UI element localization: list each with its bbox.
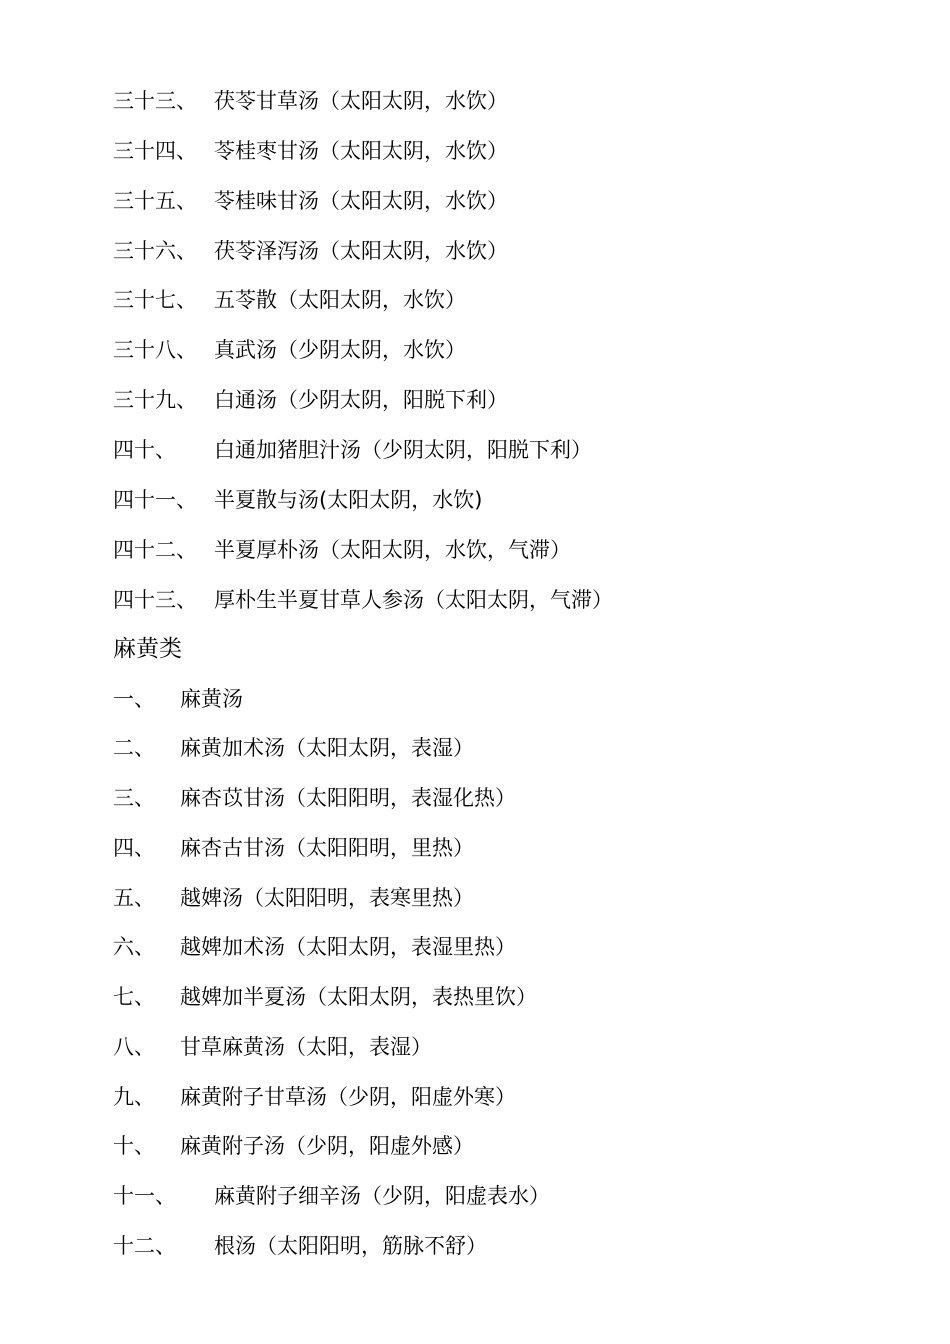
item-number: 三、 xyxy=(113,786,155,810)
item-text: 麻黄附子甘草汤（少阴，阳虚外寒） xyxy=(180,1085,516,1109)
item-text: 麻杏古甘汤（太阳阳明，里热） xyxy=(180,836,474,860)
item-text: 越婢加半夏汤（太阳太阴，表热里饮） xyxy=(180,985,537,1009)
item-number: 九、 xyxy=(113,1085,155,1109)
item-text: 厚朴生半夏甘草人参汤（太阳太阴，气滞） xyxy=(214,588,613,612)
item-text: 麻黄加术汤（太阳太阴，表湿） xyxy=(180,736,474,760)
item-text: 麻杏苡甘汤（太阳阳明，表湿化热） xyxy=(180,786,516,810)
item-number: 八、 xyxy=(113,1035,155,1059)
item-text: 茯苓泽泻汤（太阳太阴，水饮） xyxy=(214,239,508,263)
item-number: 三十六、 xyxy=(113,239,197,263)
item-text: 越婢汤（太阳阳明，表寒里热） xyxy=(180,886,474,910)
item-number: 四、 xyxy=(113,836,155,860)
item-number: 二、 xyxy=(113,736,155,760)
item-text: 五苓散（太阳太阴，水饮） xyxy=(214,288,466,312)
item-number: 三十五、 xyxy=(113,189,197,213)
section-heading: 麻黄类 xyxy=(113,636,182,662)
item-number: 三十三、 xyxy=(113,89,197,113)
item-number: 四十、 xyxy=(113,438,176,462)
item-text: 麻黄附子细辛汤（少阴，阳虚表水） xyxy=(214,1184,550,1208)
item-text: 根汤（太阳阳明，筋脉不舒） xyxy=(214,1234,487,1258)
item-text: 白通加猪胆汁汤（少阴太阴，阳脱下利） xyxy=(214,438,592,462)
item-number: 十、 xyxy=(113,1134,155,1158)
item-number: 五、 xyxy=(113,886,155,910)
item-text: 白通汤（少阴太阴，阳脱下利） xyxy=(214,388,508,412)
item-text: 麻黄附子汤（少阴，阳虚外感） xyxy=(180,1134,474,1158)
item-number: 三十八、 xyxy=(113,338,197,362)
item-number: 七、 xyxy=(113,985,155,1009)
item-number: 三十九、 xyxy=(113,388,197,412)
item-text: 苓桂枣甘汤（太阳太阴，水饮） xyxy=(214,139,508,163)
item-text: 半夏厚朴汤（太阳太阴，水饮，气滞） xyxy=(214,538,571,562)
item-text: 甘草麻黄汤（太阳，表湿） xyxy=(180,1035,432,1059)
item-number: 四十三、 xyxy=(113,588,197,612)
item-number: 一、 xyxy=(113,687,155,711)
item-number: 十一、 xyxy=(113,1184,176,1208)
item-number: 六、 xyxy=(113,935,155,959)
item-text: 半夏散与汤(太阳太阴，水饮) xyxy=(214,488,483,512)
item-number: 三十四、 xyxy=(113,139,197,163)
item-text: 真武汤（少阴太阴，水饮） xyxy=(214,338,466,362)
item-number: 四十二、 xyxy=(113,538,197,562)
item-number: 十二、 xyxy=(113,1234,176,1258)
item-text: 苓桂味甘汤（太阳太阴，水饮） xyxy=(214,189,508,213)
item-number: 四十一、 xyxy=(113,488,197,512)
item-text: 麻黄汤 xyxy=(180,687,243,711)
item-text: 茯苓甘草汤（太阳太阴，水饮） xyxy=(214,89,508,113)
item-text: 越婢加术汤（太阳太阴，表湿里热） xyxy=(180,935,516,959)
item-number: 三十七、 xyxy=(113,288,197,312)
